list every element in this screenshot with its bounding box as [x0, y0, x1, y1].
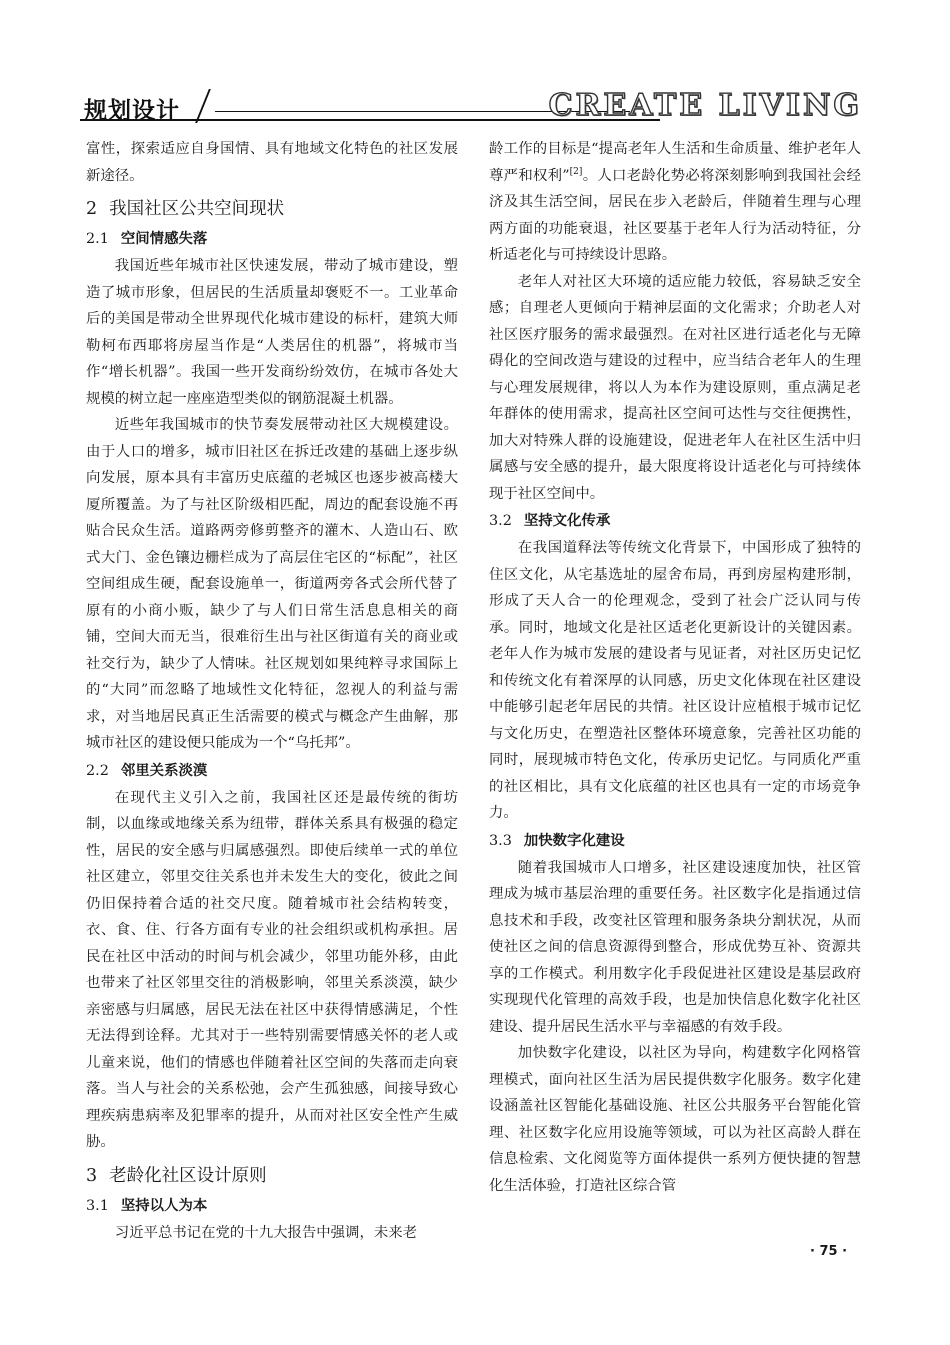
subsection-heading-3-2 [489, 509, 861, 534]
subsection-title: 空间情感失落 [120, 231, 208, 247]
subsection-heading-3-3 [489, 829, 861, 854]
section-number: 3 [86, 1165, 98, 1186]
paragraph: 在我国道释法等传统文化背景下，中国形成了独特的住区文化，从宅基选址的屋舍布局，再到房屋构建形制，形成了天人合一的伦理观念，受到了社会广泛认同与传承。同时，地域文化是社区适老化更新设计的关键因素。老年人作为城市发展的建设者与见证者，对社区历史记忆和传统文化有着深厚的认同感，历史文化体现在社区建设中能够引起老年居民的共情。社区设计应植根于城市记忆与文化历史，在塑造社区整体环境意象，完善社区功能的同时，展现城市特色文化，传承历史记忆。与同质化严重的社区相比，具有文化底蕴的社区也具有一定的市场竞争力。 [489, 540, 861, 821]
section-title: 我国社区公共空间现状 [109, 199, 285, 219]
paragraph: 在现代主义引入之前，我国社区还是最传统的街坊制，以血缘或地缘关系为纽带，群体关系具有极强的稳定性，居民的安全感与归属感强烈。即使后续单一式的单位社区建立，邻里交往关系也并未发生大的变化，彼此之间仍旧保持着合适的社交尺度。随着城市社会结构转变，衣、食、住、行各方面有专业的社会组织或机构承担。居民在社区中活动的时间与机会减少，邻里功能外移，由此也带来了社区邻里交往的消极影响，邻里关系淡漠，缺少亲密感与归属感，居民无法在社区中获得情感满足，个性无法得到诠释。尤其对于一些特别需要情感关怀的老人或儿童来说，他们的情感也伴随着社区空间的失落而走向衰落。当人与社会的关系松弛，会产生孤独感，间接导致心理疾病患病率及犯罪率的提升，从而对社区安全性产生威胁。 [86, 789, 458, 1150]
paragraph: 随着我国城市人口增多，社区建设速度加快，社区管理成为城市基层治理的重要任务。社区数字化是指通过信息技术和手段，改变社区管理和服务条块分割状况，从而使社区之间的信息资源得到整合，形成优势互补、资源共享的工作模式。利用数字化手段促进社区建设是基层政府实现现代化管理的高效手段，也是加快信息化数字化社区建设、提升居民生活水平与幸福感的有效手段。 [489, 859, 861, 1035]
paragraph-text: 龄工作的目标是“提高老年人生活和生命质量、维护老年人尊严和权利” [489, 141, 861, 184]
subsection-title: 邻里关系淡漠 [120, 762, 208, 779]
right-column [489, 136, 861, 1199]
subsection-title: 坚持文化传承 [523, 513, 611, 529]
paragraph: 富性，探索适应自身国情、具有地域文化特色的社区发展新途径。 [86, 141, 458, 184]
section-number: 2 [86, 199, 98, 219]
subsection-number: 3.2 [489, 513, 512, 529]
subsection-heading-2-1 [86, 227, 458, 252]
section-title: 老龄化社区设计原则 [109, 1165, 267, 1186]
header-slash-divider [195, 89, 211, 123]
paragraph: 习近平总书记在党的十九大报告中强调，未来老 [114, 1224, 418, 1241]
page-header [0, 0, 950, 130]
page-number: · 75 · [810, 1244, 848, 1259]
paragraph: 我国近些年城市社区快速发展，带动了城市建设，塑造了城市形象，但居民的生活质量却褒贬不一。工业革命后的美国是带动全世界现代化城市建设的标杆，建筑大师勒柯布西耶将房屋当作是“人类居住的机器”，将城市当作“增长机器”。我国一些开发商纷纷效仿，在城市各处大规模的树立起一座座造型类似的钢筋混凝土机器。 [86, 258, 458, 407]
paragraph: 加快数字化建设，以社区为导向，构建数字化网格管理模式，面向社区生活为居民提供数字化服务。数字化建设涵盖社区智能化基础设施、社区公共服务平台智能化管理、社区数字化应用设施等领域，可以为社区高龄人群在信息检索、文化阅览等方面体提供一系列方便快捷的智慧化生活体验，打造社区综合管 [489, 1045, 861, 1194]
subsection-number: 2.2 [86, 762, 109, 779]
subsection-heading-3-1 [86, 1194, 458, 1219]
subsection-number: 3.3 [489, 832, 512, 849]
paragraph-text: 。人口老龄化势必将深刻影响到我国社会经济及其生活空间，居民在步入老龄后，伴随着生理与心理两方面的功能衰退，社区要基于老年人行为活动特征，分析适老化与可持续设计思路。 [489, 167, 861, 263]
subsection-number: 2.1 [86, 231, 109, 247]
left-column [86, 136, 458, 1246]
paragraph: 近些年我国城市的快节奏发展带动社区大规模建设。由于人口的增多，城市旧社区在拆迁改建的基础上逐步纵向发展，原本具有丰富历史底蕴的老城区也逐步被高楼大厦所覆盖。为了与社区阶级相匹配，周边的配套设施不再贴合民众生活。道路两旁修剪整齐的灌木、人造山石、欧式大门、金色镶边栅栏成为了高层住宅区的“标配”，社区空间组成生硬，配套设施单一，街道两旁各式会所代替了原有的小商小贩，缺少了与人们日常生活息息相关的商铺，空间大而无当，很难衍生出与社区街道有关的商业或社交行为，缺少了人情味。社区规划如果纯粹寻求国际上的“大同”而忽略了地域性文化特征，忽视人的利益与需求，对当地居民真正生活需要的模式与概念产生曲解，那城市社区的建设便只能成为一个“乌托邦”。 [86, 417, 458, 751]
paragraph [489, 136, 861, 269]
brand-title: CREATE LIVING [548, 88, 862, 123]
section-heading-3 [86, 1162, 458, 1190]
section-heading-2 [86, 195, 458, 223]
subsection-title: 加快数字化建设 [523, 832, 625, 849]
subsection-title: 坚持以人为本 [120, 1197, 208, 1214]
reference-mark: [2] [569, 166, 583, 177]
subsection-heading-2-2 [86, 759, 458, 784]
paragraph: 老年人对社区大环境的适应能力较低，容易缺乏安全感；自理老人更倾向于精神层面的文化需求；介助老人对社区医疗服务的需求最强烈。在对社区进行适老化与无障碍化的空间改造与建设的过程中，应当结合老年人的生理与心理发展规律，将以人为本作为建设原则，重点满足老年群体的使用需求，提高社区空间可达性与交往便携性，加大对特殊人群的设施建设，促进老年人在社区生活中归属感与安全感的提升，最大限度将设计适老化与可持续体现于社区空间中。 [489, 273, 861, 502]
subsection-number: 3.1 [86, 1197, 109, 1214]
section-label: 规划设计 [84, 98, 180, 124]
